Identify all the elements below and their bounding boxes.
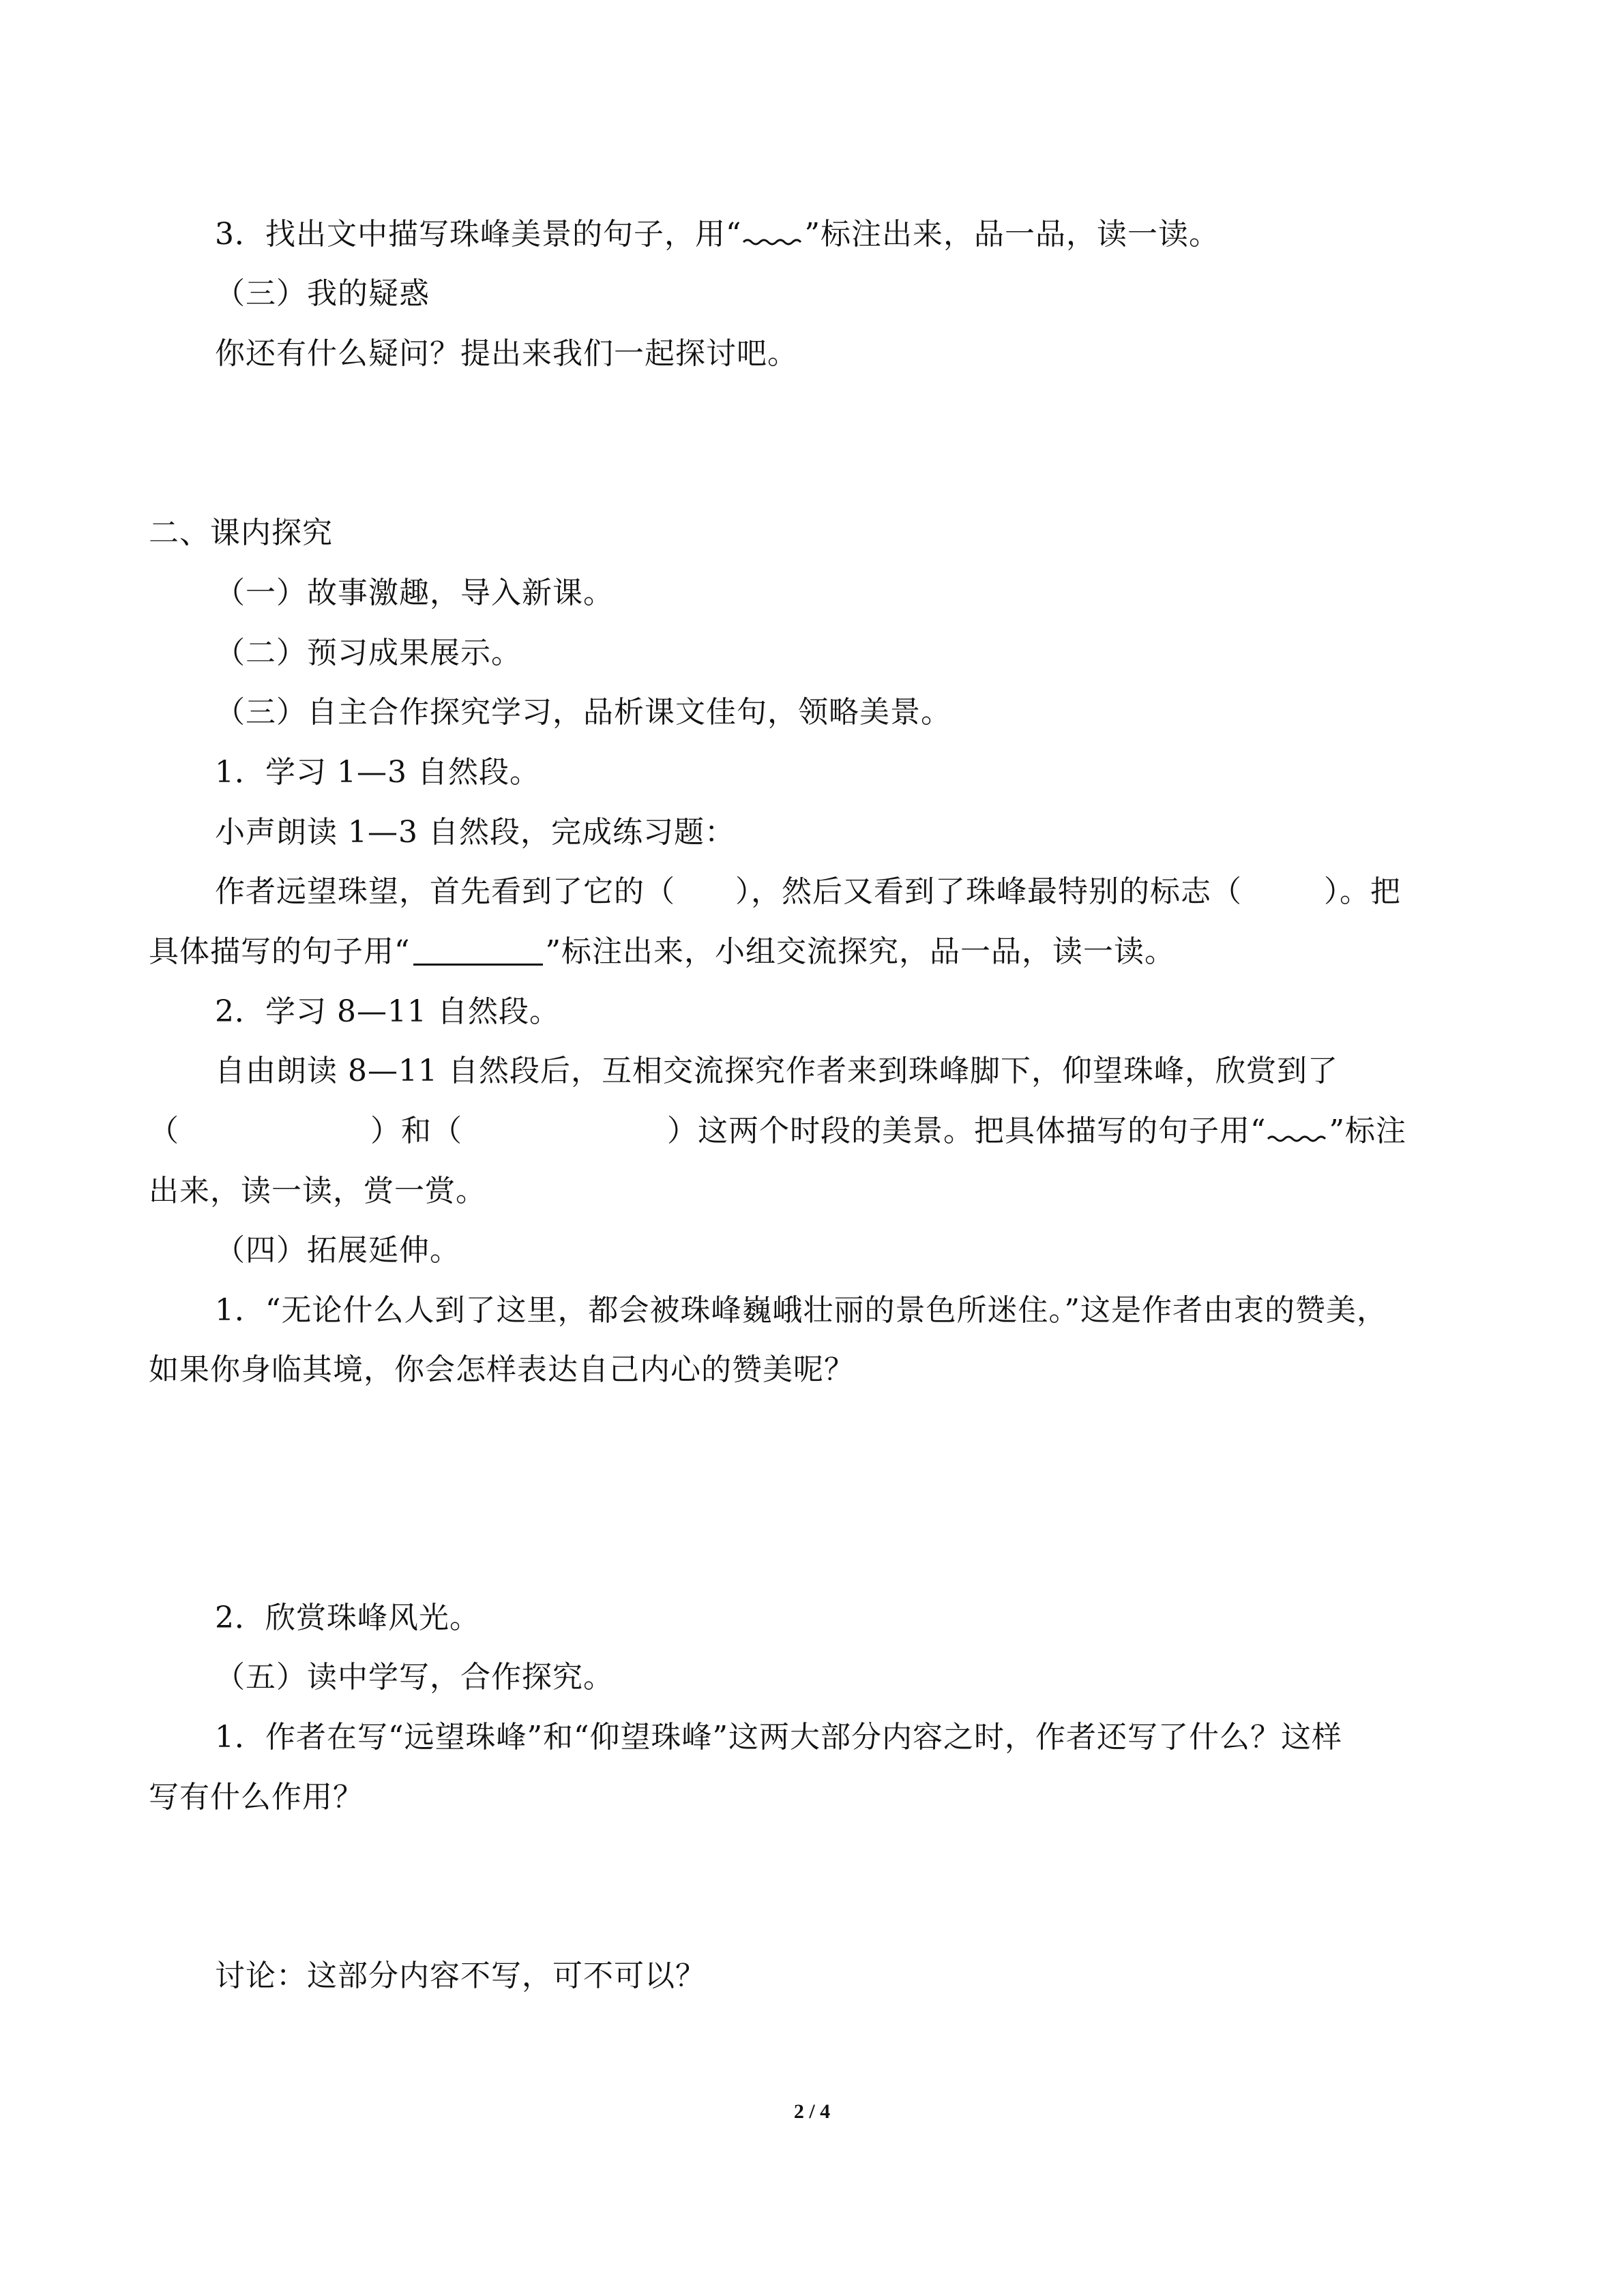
subsection-extension: （四）拓展延伸。	[215, 1233, 460, 1268]
time-periods-text-a: （	[149, 1114, 179, 1148]
underline-instruction-end: ”标注出来，小组交流探究，品一品，读一读。	[545, 934, 1175, 969]
subsection-story: （一）故事激趣，导入新课。	[215, 576, 614, 610]
study-paragraphs-1-3: 1．学习 1—3 自然段。	[215, 755, 540, 790]
question-3-line	[215, 214, 1220, 255]
time-periods-text-d: ”标注	[1329, 1114, 1406, 1148]
subsection-read-and-write: （五）读中学写，合作探究。	[215, 1660, 614, 1695]
extension-question-2: 2．欣赏珠峰风光。	[215, 1600, 480, 1635]
doubts-prompt: 你还有什么疑问？提出来我们一起探讨吧。	[215, 336, 798, 371]
question-3-text-start: 3．找出文中描写珠峰美景的句子，用“	[215, 217, 742, 252]
extension-question-1-cont: 如果你身临其境，你会怎样表达自己内心的赞美呢？	[149, 1352, 855, 1387]
fill-blank-text-a: 作者远望珠望，首先看到了它的（	[215, 874, 675, 909]
time-periods-line	[149, 1111, 1406, 1152]
underline-instruction-start: 具体描写的句子用“	[149, 934, 411, 969]
wavy-underline-mark	[1267, 1118, 1329, 1145]
read-paragraphs-1-3: 小声朗读 1—3 自然段，完成练习题：	[215, 815, 735, 850]
fill-blank-text-b: ），然后又看到了珠峰最特别的标志（	[735, 874, 1242, 909]
read-and-appreciate: 出来，读一读，赏一赏。	[149, 1174, 486, 1208]
read-paragraphs-8-11: 自由朗读 8—11 自然段后，互相交流探究作者来到珠峰脚下，仰望珠峰，欣赏到了	[215, 1054, 1338, 1088]
study-paragraphs-8-11: 2．学习 8—11 自然段。	[215, 994, 560, 1029]
section-heading-my-doubts: （三）我的疑惑	[215, 276, 430, 311]
wavy-underline-mark	[742, 221, 805, 248]
discussion-question: 讨论：这部分内容不写，可不可以？	[215, 1958, 706, 1993]
fill-blank-text-c: ）。把	[1324, 874, 1401, 909]
fill-blank-line-2	[149, 931, 1175, 972]
extension-question-1: 1．“无论什么人到了这里，都会被珠峰巍峨壮丽的景色所迷住。”这是作者由衷的赞美，	[215, 1293, 1387, 1328]
writing-question-1: 1．作者在写“远望珠峰”和“仰望珠峰”这两大部分内容之时，作者还写了什么？这样	[215, 1720, 1342, 1755]
subsection-preview-results: （二）预习成果展示。	[215, 636, 522, 670]
straight-underline-mark	[413, 936, 543, 966]
writing-question-1-cont: 写有什么作用？	[149, 1780, 364, 1815]
question-3-text-end: ”标注出来，品一品，读一读。	[804, 217, 1220, 252]
fill-blank-line-1	[215, 871, 1401, 912]
page-number: 2 / 4	[793, 2100, 831, 2123]
subsection-cooperative-study: （三）自主合作探究学习，品析课文佳句，领略美景。	[215, 695, 951, 730]
time-periods-text-b: ）和（	[370, 1114, 462, 1148]
section-heading-in-class: 二、课内探究	[149, 516, 333, 550]
time-periods-text-c: ）这两个时段的美景。把具体描写的句子用“	[667, 1114, 1267, 1148]
